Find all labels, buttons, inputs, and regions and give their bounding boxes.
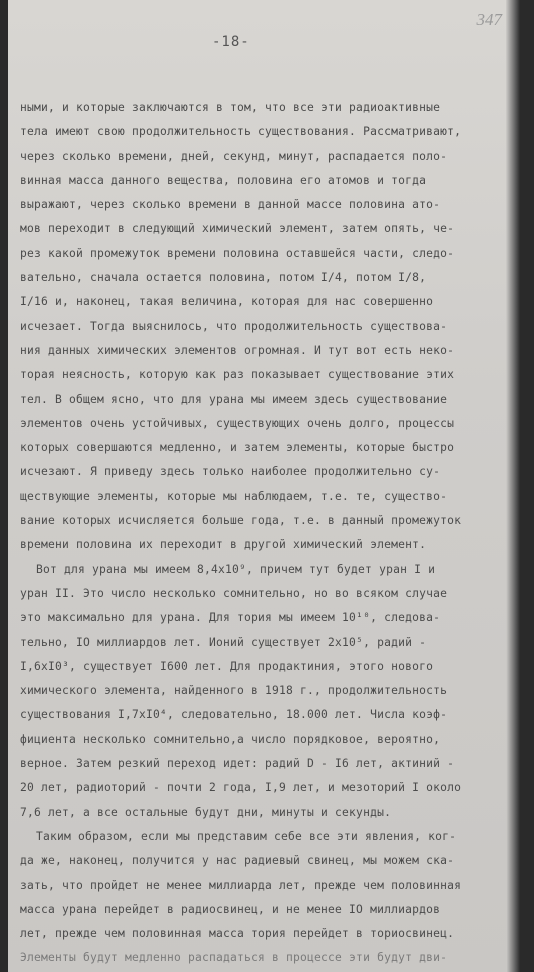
text-line: да же, наконец, получится у нас радиевый свинец, мы можем ска- [20,854,455,868]
text-line: тела имеют свою продолжительность существования. Рассматривают, [20,125,462,139]
text-line: существования I,7xI0⁴, следовательно, 18.000 лет. Числа коэф- [20,708,448,722]
document-body [20,96,520,971]
text-line: Таким образом, если мы представим себе все эти явления, ког- [36,829,457,843]
text-line: 7,6 лет, а все остальные будут дни, минуты и секунды. [20,805,392,819]
text-line: винная масса данного вещества, половина его атомов и тогда [20,173,427,187]
text-line: которых совершаются медленно, и затем элементы, которые быстро [20,441,455,455]
text-line: лет, прежде чем половинная масса тория перейдет в ториосвинец. [20,927,455,941]
text-line: тел. В общем ясно, что для урана мы имеем здесь существование [20,392,448,406]
text-line: тельно, IO миллиардов лет. Ионий существует 2x10⁵, радий - [20,635,427,649]
text-line: 20 лет, радиоторий - почти 2 года, I,9 лет, и мезоторий I около [20,781,462,795]
text-line: масса урана перейдет в радиосвинец, и не менее IO миллиардов [20,902,441,916]
text-line: фициента несколько сомнительно,а число порядковое, вероятно, [20,732,441,746]
film-edge [506,0,520,972]
text-line: рез какой промежуток времени половина оставшейся части, следо- [20,246,455,260]
text-line: Вот для урана мы имеем 8,4x10⁹, причем тут будет уран I и [36,562,436,576]
text-line: химического элемента, найденного в 1918 г., продолжительность [20,684,448,698]
text-line: торая неясность, которую как раз показывает существование этих [20,368,455,382]
text-line: вание которых исчисляется больше года, т.е. в данный промежуток [20,514,462,528]
text-line: исчезают. Я приведу здесь только наиболее продолжительно су- [20,465,441,479]
text-line: исчезает. Тогда выяснилось, что продолжительность существова- [20,319,448,333]
text-line: верное. Затем резкий переход идет: радий D - I6 лет, актиний - [20,757,455,771]
text-line: Элементы будут медленно распадаться в процессе эти будут дви- [20,951,448,965]
text-line: вательно, сначала остается половина, потом I/4, потом I/8, [20,271,427,285]
text-line: это максимально для урана. Для тория мы имеем 10¹⁰, следова- [20,611,441,625]
text-line: ния данных химических элементов огромная. И тут вот есть неко- [20,343,455,357]
text-line: зать, что пройдет не менее миллиарда лет, прежде чем половинная [20,878,462,892]
text-line: уран II. Это число несколько сомнительно, но во всяком случае [20,586,448,600]
text-line: I,6xI0³, существует I600 лет. Для продактиния, этого нового [20,659,434,673]
text-line: I/16 и, наконец, такая величина, которая для нас совершенно [20,295,434,309]
text-line: мов переходит в следующий химический элемент, затем опять, че- [20,222,455,236]
text-line: через сколько времени, дней, секунд, минут, распадается поло- [20,149,448,163]
document-page [8,0,520,972]
text-line: времени половина их переходит в другой химический элемент. [20,538,427,552]
text-line: ществующие элементы, которые мы наблюдаем, т.е. те, существо- [20,489,448,503]
text-line: выражают, через сколько времени в данной массе половина ато- [20,198,441,212]
page-number: -18- [212,34,250,50]
text-line: ными, и которые заключаются в том, что все эти радиоактивные [20,101,441,114]
archive-number: 347 [476,10,502,29]
text-line: элементов очень устойчивых, существующих очень долго, процессы [20,416,455,430]
